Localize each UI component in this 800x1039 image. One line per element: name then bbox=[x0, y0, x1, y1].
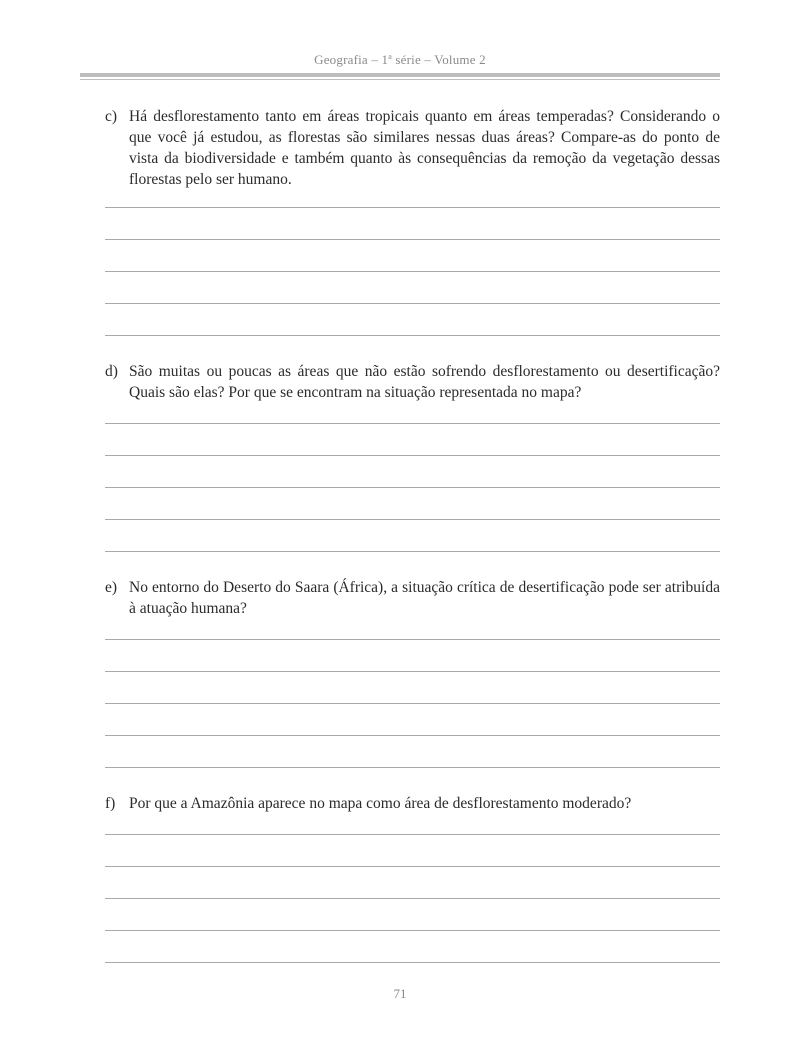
question-d bbox=[105, 361, 720, 403]
question-body: No entorno do Deserto do Saara (África), a situação crítica de desertificação pode ser atribuída à atuação humana? bbox=[129, 579, 720, 617]
question-f bbox=[105, 793, 720, 814]
answer-line[interactable] bbox=[105, 735, 720, 736]
answer-line[interactable] bbox=[105, 519, 720, 520]
question-body: Por que a Amazônia aparece no mapa como área de desflorestamento moderado? bbox=[129, 795, 632, 812]
question-c bbox=[105, 106, 720, 190]
question-letter: f) bbox=[105, 795, 116, 812]
header-rule-thin bbox=[80, 79, 720, 80]
answer-line[interactable] bbox=[105, 239, 720, 240]
question-text bbox=[105, 361, 720, 403]
answer-line[interactable] bbox=[105, 834, 720, 835]
answer-line[interactable] bbox=[105, 898, 720, 899]
question-text bbox=[105, 793, 720, 814]
answer-line[interactable] bbox=[105, 930, 720, 931]
header-suffix: série – Volume 2 bbox=[391, 52, 486, 67]
question-letter: e) bbox=[105, 579, 118, 596]
answer-line[interactable] bbox=[105, 866, 720, 867]
question-body: São muitas ou poucas as áreas que não estão sofrendo desflorestamento ou desertificação? Quais são elas? Por que se encontram na situação representada no mapa? bbox=[129, 363, 720, 401]
answer-line[interactable] bbox=[105, 551, 720, 552]
header-rule-thick bbox=[80, 73, 720, 77]
answer-line[interactable] bbox=[105, 423, 720, 424]
answer-line[interactable] bbox=[105, 335, 720, 336]
answer-line[interactable] bbox=[105, 455, 720, 456]
question-letter: d) bbox=[105, 363, 118, 380]
answer-line[interactable] bbox=[105, 767, 720, 768]
answer-line[interactable] bbox=[105, 962, 720, 963]
answer-line[interactable] bbox=[105, 639, 720, 640]
question-body: Há desflorestamento tanto em áreas tropicais quanto em áreas temperadas? Considerando o que você já estudou, as florestas são similares nessas duas áreas? Compare-as do ponto de vista da biodiversidade e também quanto às consequências da remoção da vegetação dessas florestas pelo ser humano. bbox=[129, 108, 720, 188]
answer-line[interactable] bbox=[105, 487, 720, 488]
answer-line[interactable] bbox=[105, 671, 720, 672]
header-prefix: Geografia – 1 bbox=[314, 52, 389, 67]
page-number: 71 bbox=[393, 986, 407, 1001]
answer-line[interactable] bbox=[105, 303, 720, 304]
answer-line[interactable] bbox=[105, 703, 720, 704]
running-header bbox=[0, 52, 800, 68]
answer-line[interactable] bbox=[105, 271, 720, 272]
question-text bbox=[105, 106, 720, 190]
question-e bbox=[105, 577, 720, 619]
question-letter: c) bbox=[105, 108, 118, 125]
answer-line[interactable] bbox=[105, 207, 720, 208]
question-text bbox=[105, 577, 720, 619]
header-superscript: a bbox=[388, 52, 392, 61]
